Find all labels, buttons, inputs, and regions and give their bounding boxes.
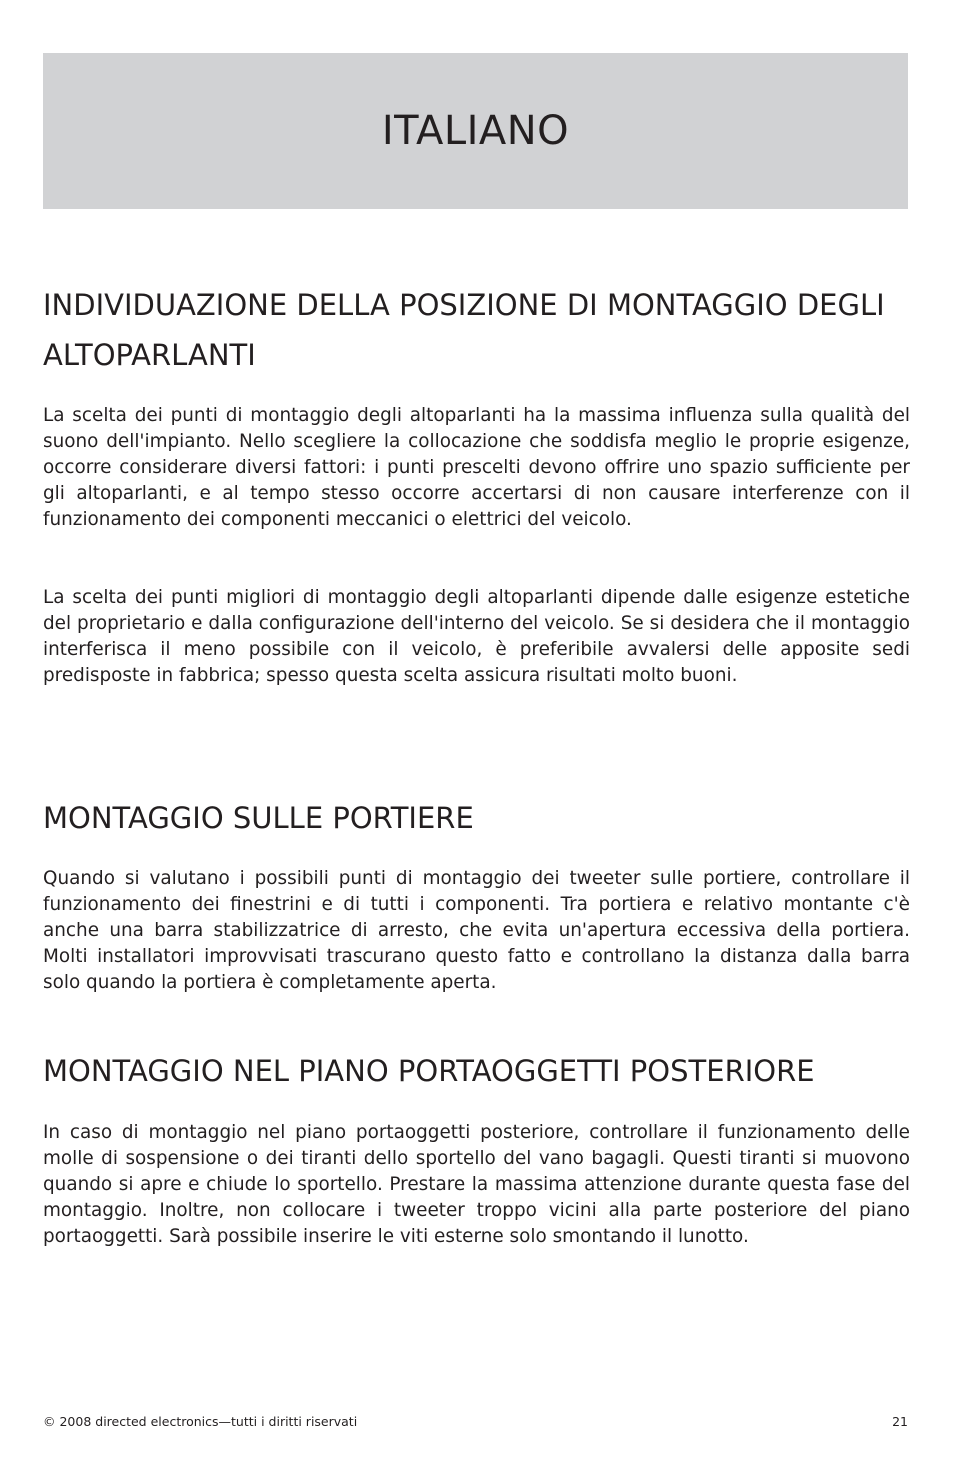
paragraph-rear-deck-mounting: In caso di montaggio nel piano portaoggetti posteriore, controllare il funzionamento delle molle di sospensione o dei tiranti dello sportello del vano bagagli. Questi tiranti si muovono quando si apre e chiude lo sportello. Prestare la massima attenzione durante questa fase del montaggio. Inoltre, non collocare i tweeter troppo vicini alla parte posteriore del piano portaoggetti. Sarà possibile inserire le viti esterne solo smontando il lunotto.	[43, 1122, 910, 1247]
paragraph-speaker-location-2: La scelta dei punti migliori di montaggio degli altoparlanti dipende dalle esigenze estetiche del proprietario e dalla configurazione dell'interno del veicolo. Se si desidera che il montaggio interferisca il meno possibile con il veicolo, è preferibile avvalersi delle apposite sedi predisposte in fabbrica; spesso questa scelta assicura risultati molto buoni.	[43, 587, 910, 686]
banner-title: ITALIANO	[381, 108, 570, 154]
page-number: 21	[892, 1414, 908, 1429]
section-heading-door-mounting: MONTAGGIO SULLE PORTIERE	[43, 801, 474, 835]
language-banner	[43, 53, 908, 209]
footer-copyright: © 2008 directed electronics—tutti i diritti riservati	[43, 1414, 358, 1429]
section-heading-speaker-location: INDIVIDUAZIONE DELLA POSIZIONE DI MONTAGGIO DEGLI ALTOPARLANTI	[43, 288, 885, 372]
section-heading-rear-deck-mounting: MONTAGGIO NEL PIANO PORTAOGGETTI POSTERIORE	[43, 1054, 815, 1088]
paragraph-speaker-location-1: La scelta dei punti di montaggio degli altoparlanti ha la massima influenza sulla qualità del suono dell'impianto. Nello scegliere la collocazione che soddisfa meglio le proprie esigenze, occorre considerare diversi fattori: i punti prescelti devono offrire uno spazio sufficiente per gli altoparlanti, e al tempo stesso occorre accertarsi di non causare interferenze con il funzionamento dei componenti meccanici o elettrici del veicolo.	[43, 405, 910, 530]
paragraph-door-mounting: Quando si valutano i possibili punti di montaggio dei tweeter sulle portiere, controllare il funzionamento dei finestrini e di tutti i componenti. Tra portiera e relativo montante c'è anche una barra stabilizzatrice di arresto, che evita un'apertura eccessiva della portiera. Molti installatori improvvisati trascurano questo fatto e controllano la distanza dalla barra solo quando la portiera è completamente aperta.	[43, 868, 910, 993]
